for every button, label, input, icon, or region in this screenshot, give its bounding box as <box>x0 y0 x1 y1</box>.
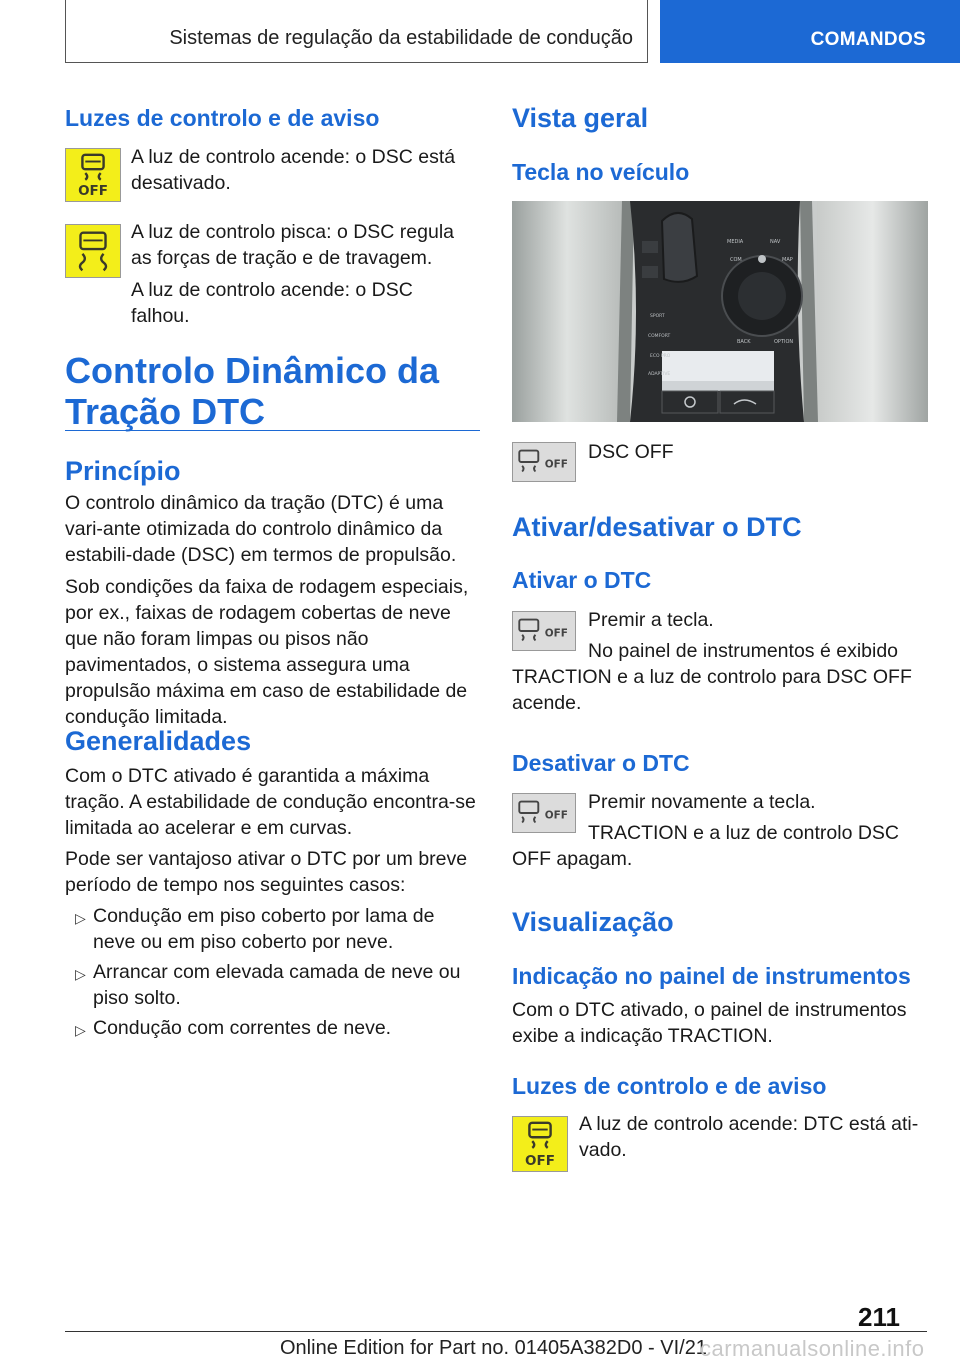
bullet-triangle-icon: ▷ <box>75 1022 86 1038</box>
warning-lights-heading: Luzes de controlo e de aviso <box>65 105 380 131</box>
photo-label-media: MEDIA <box>727 239 744 245</box>
photo-label-option: OPTION <box>774 339 794 345</box>
photo-label-sport: SPORT <box>650 314 665 319</box>
overview-heading: Vista geral <box>512 103 649 133</box>
photo-label-adaptive: ADAPTIVE <box>648 372 671 377</box>
warning-text-1: A luz de controlo acende: o DSC está desativado. <box>131 146 456 194</box>
principle-heading: Princípio <box>65 456 181 486</box>
toggle-heading: Ativar/desativar o DTC <box>512 512 802 542</box>
dtc-yellow-icon <box>512 1116 568 1172</box>
principle-paragraph-1: O controlo dinâmico da tração (DTC) é uma vari‐ante otimizada do controlo dinâmico da estabili‐dade (DSC) em termos de propulsão. <box>65 492 457 566</box>
bullet-item-2: Arrancar com elevada camada de neve ou piso solto. <box>93 961 461 1009</box>
bullet-triangle-icon: ▷ <box>75 910 86 926</box>
bullet-item-1: Condução em piso coberto por lama de neve ou em piso coberto por neve. <box>93 905 435 953</box>
warning-text-dtc: A luz de controlo acende: DTC está ati‐vado. <box>579 1113 919 1161</box>
photo-label-back: BACK <box>737 339 751 345</box>
general-heading: Generalidades <box>65 726 252 756</box>
warning-text-2: A luz de controlo pisca: o DSC regula as forças de tração e de travagem. <box>131 221 455 269</box>
deactivate-heading: Desativar o DTC <box>512 750 690 776</box>
warning-text-3: A luz de controlo acende: o DSC falhou. <box>131 279 413 327</box>
photo-label-comfort: COMFORT <box>648 334 671 339</box>
photo-label-eco-pro: ECO PRO <box>650 354 671 359</box>
header-tab-label: COMANDOS <box>810 29 926 50</box>
page-number: 211 <box>858 1302 900 1332</box>
footer-edition: Online Edition for Part no. 01405A382D0 - VI/21 <box>280 1337 707 1359</box>
bullet-item-3: Condução com correntes de neve. <box>93 1017 392 1039</box>
button-heading: Tecla no veículo <box>512 159 690 185</box>
deactivate-step-1: Premir novamente a tecla. <box>588 791 816 813</box>
general-paragraph-2: Pode ser vantajoso ativar o DTC por um breve período de tempo nos seguintes casos: <box>65 848 468 896</box>
icon-off-label: OFF <box>525 1153 555 1170</box>
cluster-paragraph: Com o DTC ativado, o painel de instrumentos exibe a indicação TRACTION. <box>512 999 907 1047</box>
icon-off-label: OFF <box>78 183 108 200</box>
general-paragraph-1: Com o DTC ativado é garantida a máxima tração. A estabilidade de condução encontra-se limitada ao acelerar e em curvas. <box>65 765 476 839</box>
dsc-active-yellow-icon <box>65 224 121 278</box>
button-caption: DSC OFF <box>588 441 674 463</box>
dsc-off-button-icon <box>512 442 576 482</box>
icon-off-label: OFF <box>544 627 568 640</box>
watermark: carmanualsonline.info <box>700 1336 925 1361</box>
photo-label-com: COM <box>730 257 742 263</box>
chapter-divider <box>65 430 480 431</box>
bullet-triangle-icon: ▷ <box>75 966 86 982</box>
icon-off-label: OFF <box>544 458 568 471</box>
photo-label-map: MAP <box>782 257 793 263</box>
deactivate-step-2: TRACTION e a luz de controlo DSC OFF apagam. <box>512 822 900 870</box>
footer-divider <box>65 1331 927 1332</box>
activate-heading: Ativar o DTC <box>512 567 652 593</box>
activate-step-2: No painel de instrumentos é exibido TRACTION e a luz de controlo para DSC OFF acende. <box>512 640 912 714</box>
center-console-photo <box>512 201 928 422</box>
icon-off-label: OFF <box>544 809 568 822</box>
warning-lights-heading-2: Luzes de controlo e de aviso <box>512 1073 827 1099</box>
chapter-title: Controlo Dinâmico da Tração DTC <box>65 350 440 432</box>
header-chapter-tab[interactable] <box>660 0 960 63</box>
principle-paragraph-2: Sob condições da faixa de rodagem especiais, por ex., faixas de rodagem cobertas de neve que não foram limpas ou pisos não pavimentados, o sistema assegura uma propulsão máxima em caso de estabilidade de condução limitada. <box>65 576 469 728</box>
display-heading: Visualização <box>512 907 674 937</box>
photo-label-nav: NAV <box>770 239 781 245</box>
dsc-off-yellow-icon <box>65 148 121 202</box>
header-section-box <box>65 0 648 63</box>
cluster-heading: Indicação no painel de instrumentos <box>512 963 911 989</box>
activate-step-1: Premir a tecla. <box>588 609 714 631</box>
header-section-title: Sistemas de regulação da estabilidade de condução <box>169 27 633 49</box>
